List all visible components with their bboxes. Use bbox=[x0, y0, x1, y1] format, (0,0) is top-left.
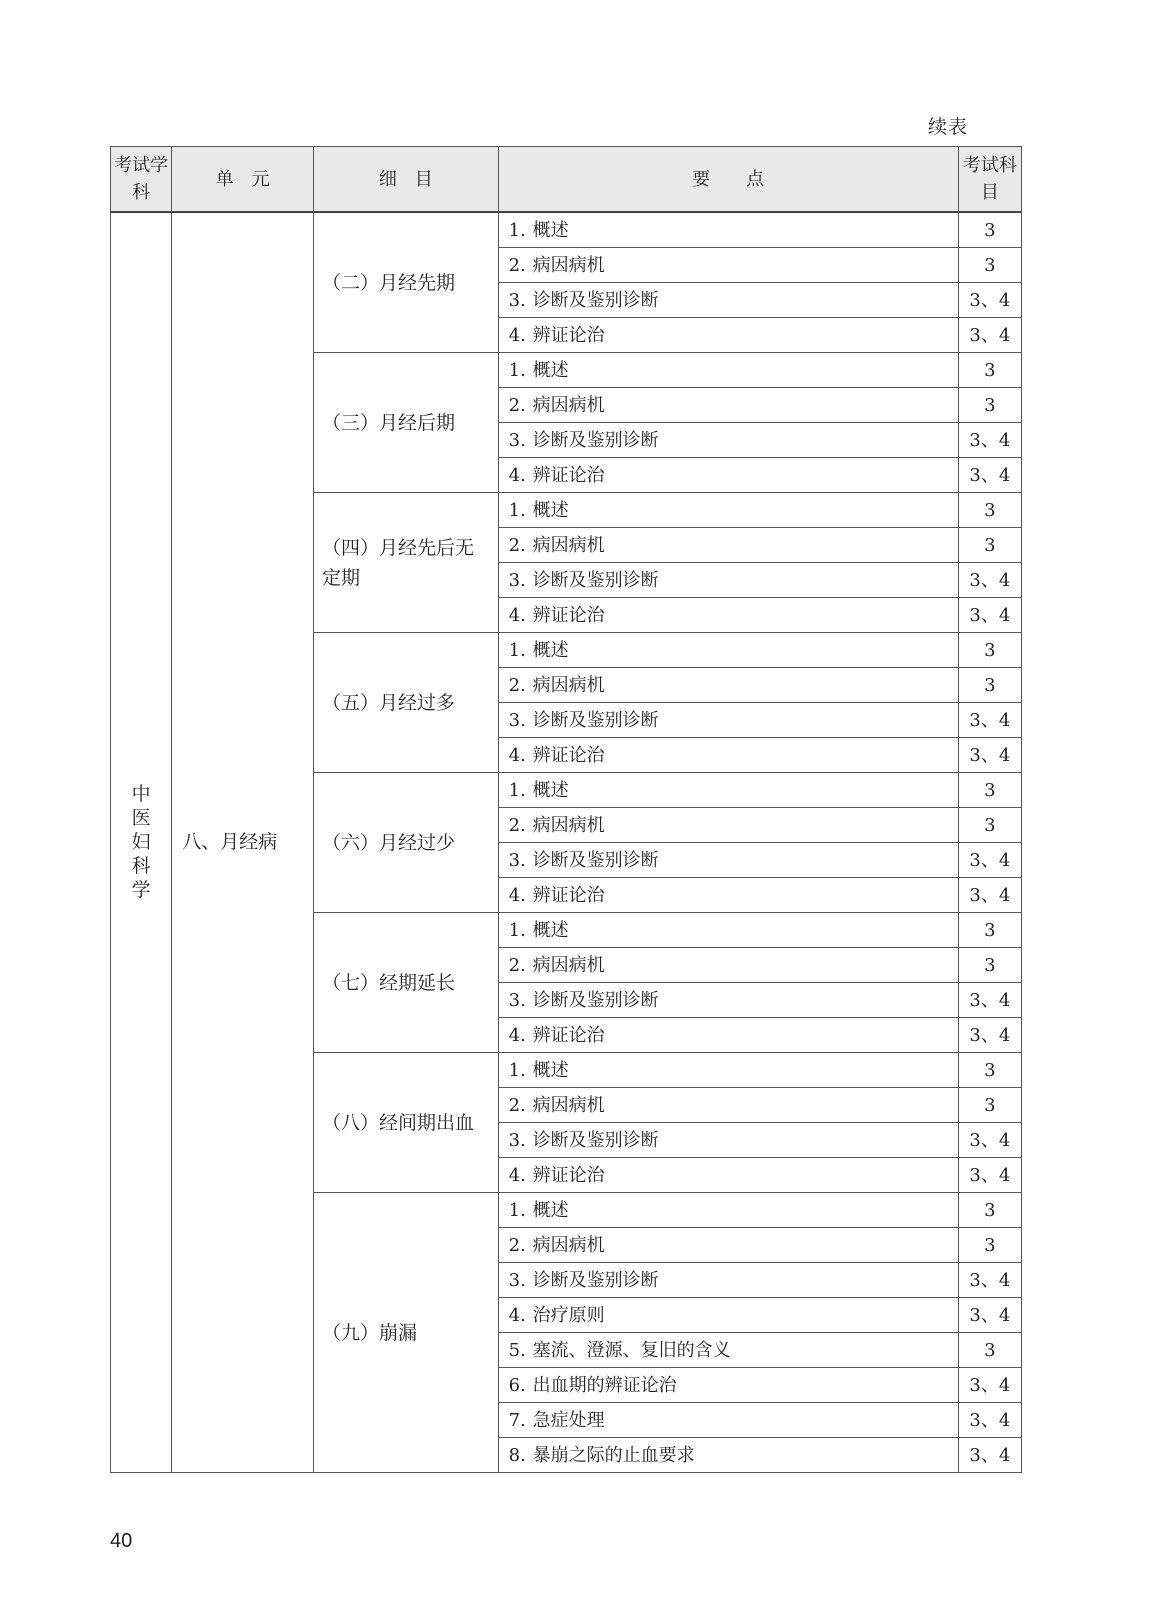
point-number: 2. bbox=[508, 394, 526, 416]
point-cell bbox=[498, 1123, 958, 1158]
point-cell bbox=[498, 212, 958, 248]
point-text: 辨证论治 bbox=[532, 1024, 605, 1046]
point-text: 辨证论治 bbox=[532, 324, 605, 346]
point-text: 出血期的辨证论治 bbox=[532, 1374, 677, 1396]
point-number: 2. bbox=[508, 674, 526, 696]
point-text: 概述 bbox=[532, 219, 569, 241]
point-cell bbox=[498, 738, 958, 773]
point-cell bbox=[498, 668, 958, 703]
point-number: 1. bbox=[508, 499, 526, 521]
point-number: 3. bbox=[508, 709, 526, 731]
point-number: 3. bbox=[508, 569, 526, 591]
point-cell bbox=[498, 353, 958, 388]
exam-subject-cell: 3 bbox=[958, 948, 1021, 983]
detail-cell: （四）月经先后无定期 bbox=[314, 493, 499, 633]
point-number: 1. bbox=[508, 219, 526, 241]
detail-cell: （五）月经过多 bbox=[314, 633, 499, 773]
point-text: 诊断及鉴别诊断 bbox=[532, 289, 659, 311]
point-text: 急症处理 bbox=[532, 1409, 605, 1431]
point-cell bbox=[498, 1263, 958, 1298]
point-number: 7. bbox=[508, 1409, 526, 1431]
point-text: 辨证论治 bbox=[532, 464, 605, 486]
point-cell bbox=[498, 703, 958, 738]
point-cell bbox=[498, 1298, 958, 1333]
point-text: 病因病机 bbox=[532, 1234, 605, 1256]
exam-subject-cell: 3 bbox=[958, 528, 1021, 563]
point-text: 诊断及鉴别诊断 bbox=[532, 429, 659, 451]
exam-subject-cell: 3、4 bbox=[958, 1368, 1021, 1403]
point-number: 1. bbox=[508, 779, 526, 801]
exam-subject-cell: 3、4 bbox=[958, 598, 1021, 633]
point-cell bbox=[498, 388, 958, 423]
point-text: 概述 bbox=[532, 639, 569, 661]
point-text: 概述 bbox=[532, 499, 569, 521]
exam-subject-cell: 3 bbox=[958, 913, 1021, 948]
point-number: 3. bbox=[508, 1129, 526, 1151]
unit-cell: 八、月经病 bbox=[172, 212, 314, 1473]
detail-cell: （九）崩漏 bbox=[314, 1193, 499, 1473]
point-text: 病因病机 bbox=[532, 534, 605, 556]
point-cell bbox=[498, 458, 958, 493]
exam-subject-cell: 3 bbox=[958, 773, 1021, 808]
exam-subject-cell: 3、4 bbox=[958, 1018, 1021, 1053]
detail-cell: （八）经间期出血 bbox=[314, 1053, 499, 1193]
point-number: 1. bbox=[508, 919, 526, 941]
exam-subject-cell: 3 bbox=[958, 808, 1021, 843]
point-text: 诊断及鉴别诊断 bbox=[532, 709, 659, 731]
point-cell bbox=[498, 248, 958, 283]
exam-subject-cell: 3、4 bbox=[958, 423, 1021, 458]
point-text: 概述 bbox=[532, 1059, 569, 1081]
point-cell bbox=[498, 878, 958, 913]
point-number: 3. bbox=[508, 429, 526, 451]
exam-subject-cell: 3 bbox=[958, 353, 1021, 388]
detail-cell: （六）月经过少 bbox=[314, 773, 499, 913]
exam-subject-cell: 3、4 bbox=[958, 878, 1021, 913]
point-text: 辨证论治 bbox=[532, 884, 605, 906]
header-detail: 细 目 bbox=[314, 147, 499, 213]
point-number: 1. bbox=[508, 1199, 526, 1221]
syllabus-table bbox=[110, 146, 1022, 1473]
point-number: 3. bbox=[508, 289, 526, 311]
exam-subject-cell: 3、4 bbox=[958, 1123, 1021, 1158]
exam-subject-cell: 3 bbox=[958, 248, 1021, 283]
point-number: 4. bbox=[508, 744, 526, 766]
header-points: 要 点 bbox=[498, 147, 958, 213]
point-cell bbox=[498, 1088, 958, 1123]
exam-subject-cell: 3 bbox=[958, 633, 1021, 668]
exam-subject-cell: 3、4 bbox=[958, 1298, 1021, 1333]
point-cell bbox=[498, 493, 958, 528]
subject-text: 中医妇科学 bbox=[131, 782, 151, 901]
point-cell bbox=[498, 423, 958, 458]
point-cell bbox=[498, 318, 958, 353]
point-number: 3. bbox=[508, 849, 526, 871]
point-number: 1. bbox=[508, 1059, 526, 1081]
point-text: 诊断及鉴别诊断 bbox=[532, 849, 659, 871]
point-number: 2. bbox=[508, 534, 526, 556]
point-cell bbox=[498, 598, 958, 633]
exam-subject-cell: 3 bbox=[958, 493, 1021, 528]
point-cell bbox=[498, 1333, 958, 1368]
exam-subject-cell: 3、4 bbox=[958, 1438, 1021, 1473]
point-text: 概述 bbox=[532, 919, 569, 941]
point-text: 病因病机 bbox=[532, 814, 605, 836]
exam-subject-cell: 3、4 bbox=[958, 1403, 1021, 1438]
point-text: 诊断及鉴别诊断 bbox=[532, 989, 659, 1011]
point-cell bbox=[498, 1403, 958, 1438]
point-number: 1. bbox=[508, 639, 526, 661]
point-text: 诊断及鉴别诊断 bbox=[532, 1269, 659, 1291]
exam-subject-cell: 3、4 bbox=[958, 563, 1021, 598]
point-number: 3. bbox=[508, 1269, 526, 1291]
exam-subject-cell: 3 bbox=[958, 1193, 1021, 1228]
exam-subject-cell: 3、4 bbox=[958, 738, 1021, 773]
point-number: 2. bbox=[508, 254, 526, 276]
exam-subject-cell: 3 bbox=[958, 212, 1021, 248]
point-text: 塞流、澄源、复旧的含义 bbox=[532, 1339, 731, 1361]
table-row bbox=[111, 212, 1022, 248]
exam-subject-cell: 3、4 bbox=[958, 843, 1021, 878]
point-number: 4. bbox=[508, 1304, 526, 1326]
detail-cell: （二）月经先期 bbox=[314, 212, 499, 353]
continued-label: 续表 bbox=[928, 116, 969, 138]
point-text: 暴崩之际的止血要求 bbox=[532, 1444, 695, 1466]
detail-cell: （七）经期延长 bbox=[314, 913, 499, 1053]
point-number: 2. bbox=[508, 1234, 526, 1256]
point-cell bbox=[498, 563, 958, 598]
point-cell bbox=[498, 1053, 958, 1088]
point-number: 3. bbox=[508, 989, 526, 1011]
exam-subject-cell: 3、4 bbox=[958, 703, 1021, 738]
header-exam-subject: 考试科目 bbox=[958, 147, 1021, 213]
point-number: 4. bbox=[508, 884, 526, 906]
exam-subject-cell: 3 bbox=[958, 1228, 1021, 1263]
point-number: 4. bbox=[508, 1164, 526, 1186]
point-number: 4. bbox=[508, 604, 526, 626]
point-cell bbox=[498, 1193, 958, 1228]
point-text: 概述 bbox=[532, 1199, 569, 1221]
point-text: 病因病机 bbox=[532, 394, 605, 416]
page-number: 40 bbox=[110, 1530, 133, 1552]
point-number: 8. bbox=[508, 1444, 526, 1466]
exam-subject-cell: 3 bbox=[958, 1053, 1021, 1088]
point-cell bbox=[498, 808, 958, 843]
exam-subject-cell: 3、4 bbox=[958, 283, 1021, 318]
exam-subject-cell: 3、4 bbox=[958, 458, 1021, 493]
point-text: 诊断及鉴别诊断 bbox=[532, 1129, 659, 1151]
point-cell bbox=[498, 1438, 958, 1473]
point-cell bbox=[498, 633, 958, 668]
detail-cell: （三）月经后期 bbox=[314, 353, 499, 493]
exam-subject-cell: 3、4 bbox=[958, 983, 1021, 1018]
point-cell bbox=[498, 528, 958, 563]
table-body bbox=[111, 212, 1022, 1473]
point-text: 病因病机 bbox=[532, 1094, 605, 1116]
point-text: 辨证论治 bbox=[532, 744, 605, 766]
header-unit: 单 元 bbox=[172, 147, 314, 213]
point-cell bbox=[498, 913, 958, 948]
exam-subject-cell: 3 bbox=[958, 1088, 1021, 1123]
exam-subject-cell: 3 bbox=[958, 668, 1021, 703]
point-number: 4. bbox=[508, 324, 526, 346]
point-text: 病因病机 bbox=[532, 254, 605, 276]
point-text: 诊断及鉴别诊断 bbox=[532, 569, 659, 591]
point-cell bbox=[498, 773, 958, 808]
point-cell bbox=[498, 1228, 958, 1263]
exam-subject-cell: 3 bbox=[958, 1333, 1021, 1368]
exam-subject-cell: 3、4 bbox=[958, 318, 1021, 353]
point-number: 4. bbox=[508, 464, 526, 486]
point-cell bbox=[498, 1018, 958, 1053]
point-cell bbox=[498, 283, 958, 318]
point-number: 2. bbox=[508, 814, 526, 836]
table-header-row bbox=[111, 147, 1022, 213]
point-number: 2. bbox=[508, 954, 526, 976]
point-cell bbox=[498, 1158, 958, 1193]
point-cell bbox=[498, 843, 958, 878]
point-text: 病因病机 bbox=[532, 954, 605, 976]
exam-subject-cell: 3、4 bbox=[958, 1263, 1021, 1298]
point-text: 辨证论治 bbox=[532, 1164, 605, 1186]
point-text: 辨证论治 bbox=[532, 604, 605, 626]
point-cell bbox=[498, 983, 958, 1018]
point-text: 病因病机 bbox=[532, 674, 605, 696]
point-number: 1. bbox=[508, 359, 526, 381]
subject-cell bbox=[111, 212, 172, 1473]
point-cell bbox=[498, 948, 958, 983]
point-number: 4. bbox=[508, 1024, 526, 1046]
exam-subject-cell: 3、4 bbox=[958, 1158, 1021, 1193]
header-subject: 考试学科 bbox=[111, 147, 172, 213]
point-text: 概述 bbox=[532, 779, 569, 801]
point-text: 概述 bbox=[532, 359, 569, 381]
point-number: 2. bbox=[508, 1094, 526, 1116]
point-cell bbox=[498, 1368, 958, 1403]
exam-subject-cell: 3 bbox=[958, 388, 1021, 423]
point-number: 5. bbox=[508, 1339, 526, 1361]
point-number: 6. bbox=[508, 1374, 526, 1396]
point-text: 治疗原则 bbox=[532, 1304, 605, 1326]
